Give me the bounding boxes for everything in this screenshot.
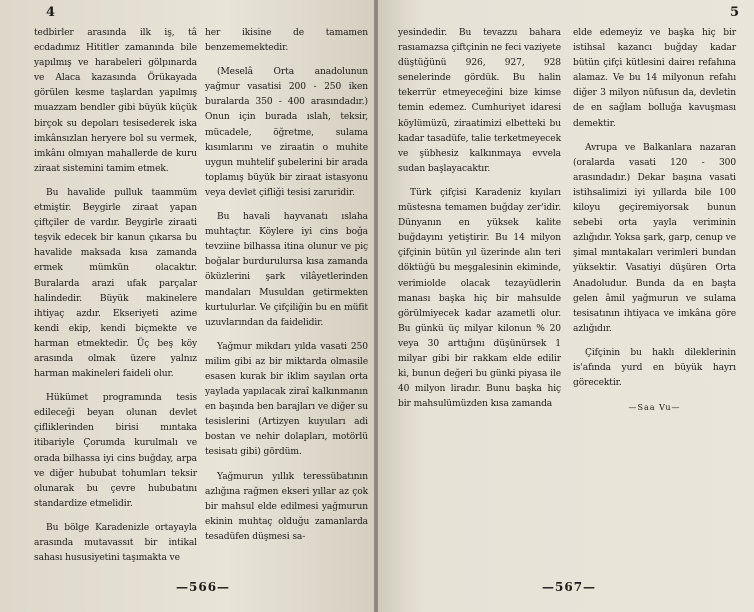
paragraph: Yağmur mikdarı yılda vasati 250 milim gibi az bir miktarda olmasile esasen kurak bir iklim sayılan orta yaylada yapılacak ziraî kalkınmanın en başında ben barajları ve diğer su tesislerini (Artizyen kuyuları adi bostan ve nehir dolapları, motörlü tesisatı gibi) gördüm. xyxy=(205,341,368,458)
paragraph: Çifçinin bu haklı dileklerinin is'afında yurd en büyük hayrı görecektir. xyxy=(573,347,736,389)
folio: —566— xyxy=(176,580,231,594)
paragraph: Türk çifçisi Karadeniz kıyıları müstesna temamen buğday zer'idir. Dünyanın en yüksek kalite buğdayını yetiştirir. Bu 14 milyon çifçinin bütün yıl üzerinde alın teri döktüğü bu meşgalesinin ekiminde, verimiolde olacak tezayüdlerin manası başka hiç bir mahsulde görülmiyecek kadar azametli olur. Bu günkü üç milyar kilonun % 20 veya 30 arttığını düşünürsek 1 milyar gibi bir rakkam elde edilir ki, bunun değeri bu günki piyasa ile 40 milyon liradır. Bunu başka hiç bir mahsulümüzden kısa zamanda xyxy=(398,187,561,410)
paragraph: (Meselâ Orta anadolunun yağmur vasatisi 200 - 250 iken buralarda 350 - 400 arasındadır.) Onun için burada ıslah, teksir, mücadele, öğretme, sulama kısımlarını ve ziraatin o muhite uygun muhtelif şubelerini bir arada toplamış büyük bir ziraat istasyonu veya devlet çifliği tesisi zaruridir. xyxy=(205,67,368,198)
left-page xyxy=(0,0,376,612)
page-number: 5 xyxy=(730,5,740,20)
right-column-1 xyxy=(398,26,561,421)
right-column-2 xyxy=(573,26,736,424)
left-column-1 xyxy=(34,26,197,575)
paragraph: her ikisine de tamamen benzememektedir. xyxy=(205,28,368,54)
paragraph: Hükümet programında tesis edileceği beyan olunan devlet çifliklerinden birisi mıntaka itibariyle Çorumda kurulmalı ve orada bilhassa iyi cins buğday, arpa ve diğer hububat tohumları teksir olunarak bu çevre hububatını standardize etmelidir. xyxy=(34,393,197,509)
folio: —567— xyxy=(542,580,597,594)
paragraph: Yağmurun yıllık teressübatının azlığına rağmen ekseri yıllar az çok bir mahsul elde edilmesi yağmurun ekinin muhtaç olduğu zamanlarda tesadüfen düşmesi sa- xyxy=(205,471,368,542)
paragraph: Bu havali hayvanatı ıslaha muhtaçtır. Köylere iyi cins boğa tevziine bilhassa itina olunur ve piç boğalar burdurulursa kısa zamanda öküzlerini şark vilâyetlerinden mandaları Musuldan getirmekten kurtulurlar. Ve çifçiliğin bu en müfit uzuvlarından da faidelidir. xyxy=(205,212,368,328)
paragraph: tedbirler arasında ilk iş, tâ ecdadımız Hititler zamanında bile yapılmış ve harabeleri gölpınarda ve Alaca kazasında Örükayada görülen kesme taşlardan yapılmış muazzam bendler gibi büyük küçük birçok su depoları tesisederek iska imkânsızlan heryere bol su vermek, imkânı olmıyan mahallerde de kuru ziraat sistemini tamim etmek. xyxy=(34,28,197,174)
left-column-2 xyxy=(205,26,368,554)
signature: —Saa Vu— xyxy=(628,403,681,413)
right-page xyxy=(378,0,754,612)
paragraph: Bu bölge Karadenizle ortayayla arasında mutavassıt bir intikal sahası hususiyetini taşımakta ve xyxy=(34,522,197,564)
page-number: 4 xyxy=(46,5,56,20)
paragraph: elde edemeyiz ve başka hiç bir istihsal kazancı buğday kadar bütün çifçi kütlesini daireı refahına alamaz. Ve bu 14 milyonun refahı diğer 3 milyon nüfusun da, devletin de en sağlam bolluğa kavuşması demektir. xyxy=(573,28,736,129)
paragraph: yesindedir. Bu tevazzu bahara rasıamazsa çiftçinin ne feci vaziyete düştüğünü 926, 927, 928 senelerinde gördük. Bu halin tekerrür etmeyeceğini bize kimse temin edemez. Cumhuriyet idaresi köylümüzü, ziraatimizi elbetteki bu kadar tasadüfe, talie terketmeyecek ve şübhesiz kalkınmaya evvela sudan başlayacaktır. xyxy=(398,28,561,174)
paragraph: Bu havalide pulluk taammüm etmiştir. Beygirle ziraat yapan çiftçiler de vardır. Beygirle ziraati teşvik edecek bir kanun çıkarsa bu havalide maksada kısa zamanda ermek mümkün olacaktır. Buralarda arazi ufak parçalar halindedir. Büyük makinelere ihtiyaç azdır. Ekseriyeti azime kendi ekip, kendi biçmekte ve harman etmektedir. Üç beş köy arasında olmak üzere yalnız harman makineleri faideli olur. xyxy=(34,187,197,380)
paragraph: Avrupa ve Balkanlara nazaran (oralarda vasati 120 - 300 arasındadır.) Dekar başına vasati istihsalimizi iyi yıllarda bile 100 kiloyu geçiremiyorsak bunun sebebi orta yayla veriminin azlığıdır. Yoksa şark, garp, cenup ve şimal mıntakaları verimleri bundan yüksektir. Vasatiyi düşüren Orta Anadoludur. Bunda da en başta gelen âmil yağmurun ve sulama tesisatının ihtiyaca ve imkâna göre azlığıdır. xyxy=(573,142,736,334)
